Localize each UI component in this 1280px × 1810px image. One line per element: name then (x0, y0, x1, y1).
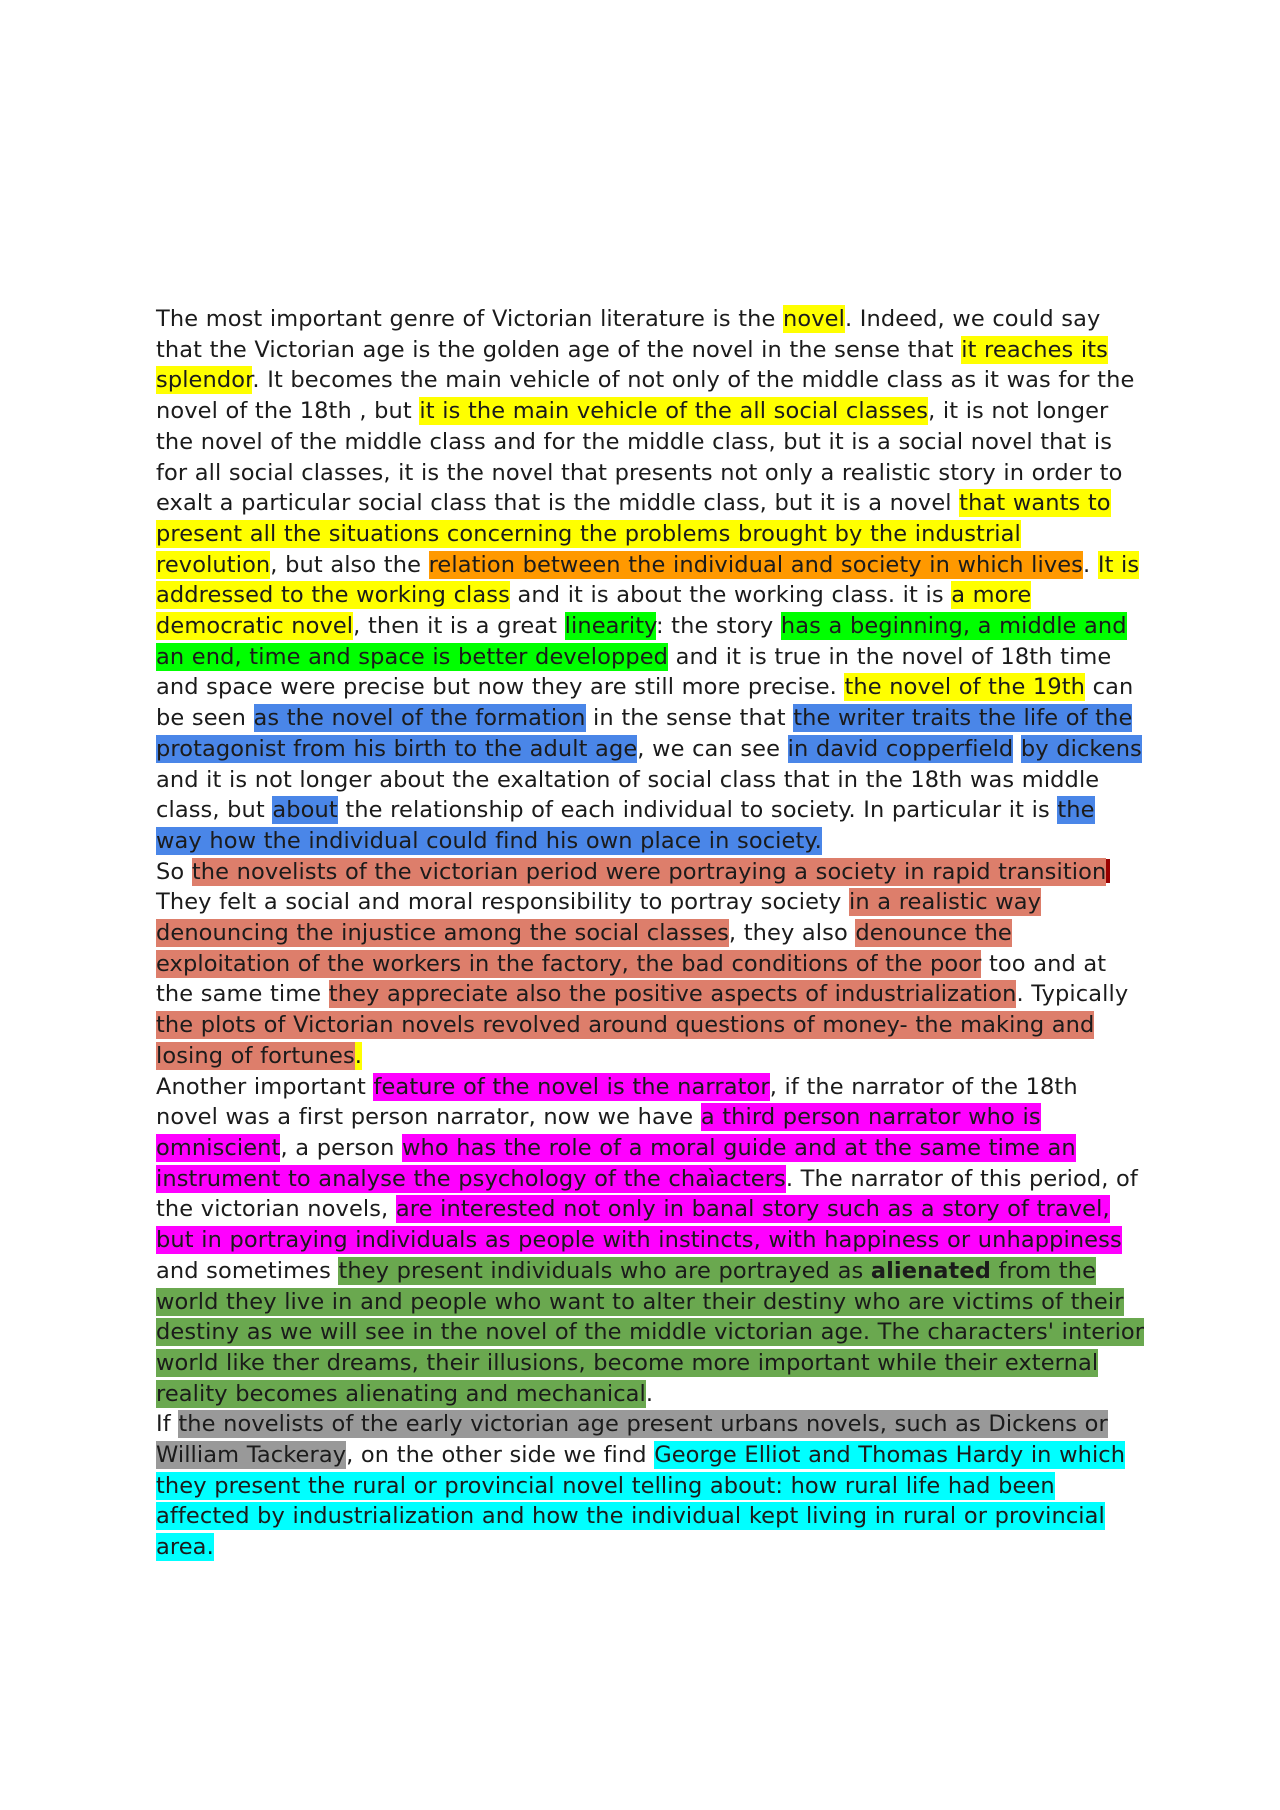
highlight-yellow: a more democratic novel (156, 582, 1032, 640)
text-run: can be seen (156, 674, 1134, 732)
highlight-magenta: a third person narrator who is omniscient (156, 1104, 1041, 1161)
highlight-blue: by dickens (1020, 735, 1142, 762)
text-run: . Typically (1016, 981, 1129, 1008)
text-run: in the sense that (585, 705, 794, 732)
text-run: too and at the same time (156, 950, 1107, 1008)
text-run: , it is not longer the novel of the middle class and for the middle class, but it is a social novel that is for all social classes, it is the novel that presents not only a realistic story in order to exalt a particular social class that is the middle class, but it is a novel (156, 398, 1123, 517)
highlight-olive: from the world they live in and people who want to alter their destiny who are victims of their destiny as we will see in the novel of the middle victorian age. The characters' interior world like ther dreams, their illusions, become more important while their external reality becomes alienating and mechanical (156, 1257, 1145, 1407)
text-run: If (156, 1411, 179, 1438)
highlight-cyan: George Elliot and Thomas Hardy in which they present the rural or provincial novel telling about: how rural life had been affected by industrialization and how the individual kept living in rural or provincial area. (156, 1442, 1126, 1561)
paragraph-narrator (156, 1072, 1146, 1410)
text-run: and it is true in the novel of 18th time and space were precise but now they are still more precise. (156, 643, 1112, 701)
highlight-salmon: denounce the exploitation of the workers in the factory, the bad conditions of the poor (156, 920, 1012, 977)
highlight-magenta: are interested not only in banal story such as a story of travel, but in portraying individuals as people with instincts, with happiness or unhappiness (156, 1196, 1122, 1254)
highlight-olive-bold: alienated (870, 1257, 991, 1284)
text-run: . Indeed, we could say that the Victorian age is the golden age of the novel in the sense that (156, 306, 1101, 363)
text-run: Another important (156, 1073, 374, 1100)
text-cursor-mark (1106, 859, 1110, 883)
highlight-salmon: in a realistic way denouncing the injustice among the social classes (156, 889, 1042, 947)
highlight-yellow: that wants to present all the situations concerning the problems brought by the industrial revolution (156, 490, 1111, 578)
paragraph-urban-rural (156, 1409, 1146, 1563)
highlight-magenta: feature of the novel is the narrator (373, 1073, 770, 1100)
highlight-green: linearity (564, 613, 656, 640)
paragraph-novel-genre (156, 304, 1146, 857)
text-run (1013, 736, 1021, 762)
highlight-green: has a beginning, a middle and an end, time and space is better developped (156, 613, 1127, 670)
highlight-blue: as the novel of the formation (253, 705, 586, 732)
highlight-orange: relation between the individual and society in which lives (428, 551, 1084, 578)
text-run: They felt a social and moral responsibility to portray society (156, 889, 849, 916)
highlight-magenta: who has the role of a moral guide and at the same time an instrument to analyse the psychology of the chaìacters (156, 1134, 1076, 1192)
text-run: So (156, 858, 192, 885)
highlight-yellow: it reaches its splendor (156, 336, 1108, 394)
highlight-yellow: . (354, 1042, 363, 1069)
text-run: and it is about the working class. it is (509, 582, 952, 609)
text-run: The most important genre of Victorian literature is the (156, 306, 784, 332)
text-run: and it is not longer about the exaltation of social class that in the 18th was middle class, but (156, 766, 1100, 824)
highlight-olive: they present individuals who are portrayed as (338, 1257, 871, 1284)
text-run: , a person (280, 1134, 402, 1161)
text-run: and sometimes (156, 1257, 339, 1284)
text-run: . (645, 1380, 654, 1407)
paragraph-novelists-society (156, 857, 1146, 1072)
text-run: . It becomes the main vehicle of not only of the middle class as it was for the novel of the 18th , but (156, 367, 1135, 425)
document-body (156, 304, 1146, 1563)
text-run: , they also (728, 920, 856, 947)
highlight-grey: the novelists of the early victorian age present urbans novels, such as Dickens or William Tackeray (156, 1411, 1108, 1469)
highlight-blue: the way how the individual could find his own place in society. (156, 797, 1095, 854)
text-run: , on the other side we find (346, 1442, 655, 1469)
text-run: . The narrator of this period, of the victorian novels, (156, 1165, 1138, 1223)
highlight-yellow: It is addressed to the working class (156, 551, 1140, 609)
text-run: . (1083, 551, 1098, 578)
highlight-salmon: they appreciate also the positive aspects of industrialization (328, 981, 1017, 1008)
highlight-salmon: the plots of Victorian novels revolved around questions of money- the making and losing of fortunes (156, 1012, 1095, 1069)
text-run: , we can see (637, 735, 788, 762)
highlight-blue: the writer traits the life of the protagonist from his birth to the adult age (156, 705, 1133, 762)
text-run: , then it is a great (353, 613, 565, 640)
highlight-yellow: novel (783, 306, 845, 332)
text-run: : the story (655, 613, 781, 640)
highlight-yellow: the novel of the 19th (844, 674, 1086, 701)
text-run: the relationship of each individual to society. In particular it is (337, 797, 1058, 824)
text-run: , but also the (270, 551, 429, 578)
highlight-blue: in david copperfield (787, 735, 1014, 762)
highlight-salmon: the novelists of the victorian period were portraying a society in rapid transition (191, 858, 1107, 885)
text-run: , if the narrator of the 18th novel was a first person narrator, now we have (156, 1073, 1078, 1131)
highlight-blue: about (272, 797, 338, 824)
highlight-yellow: it is the main vehicle of the all social classes (419, 398, 929, 425)
